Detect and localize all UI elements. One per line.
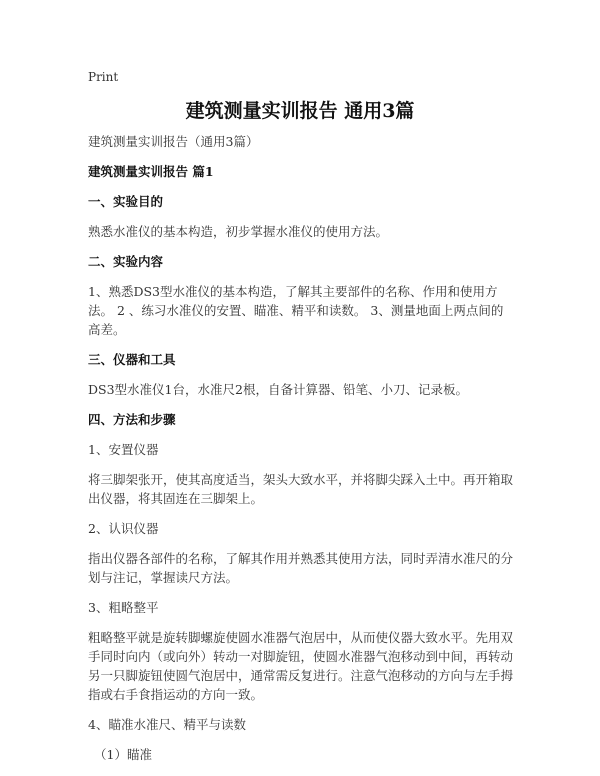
- step-text-setup: 将三脚架张开，使其高度适当，架头大致水平，并将脚尖踩入土中。再开箱取出仪器，将其固连在三脚架上。: [88, 472, 514, 506]
- section-heading-purpose: 一、实验目的: [88, 194, 164, 209]
- subtitle: 建筑测量实训报告（通用3篇）: [88, 134, 259, 149]
- article-heading: 建筑测量实训报告 篇1: [88, 164, 214, 179]
- step-text-leveling: 粗略整平就是旋转脚螺旋使圆水准器气泡居中，从而使仪器大致水平。先用双手同时向内（或向外）转动一对脚旋钮，使圆水准器气泡移动到中间，再转动另一只脚旋钮使圆气泡居中，通常需反复进行。注意气泡移动的方向与左手拇指或右手食指运动的方向一致。: [88, 630, 514, 702]
- step-subtitle-aim: （1）瞄准: [94, 747, 152, 762]
- section-heading-tools: 三、仪器和工具: [88, 352, 176, 367]
- section-text-content: 1、熟悉DS3型水准仪的基本构造，了解其主要部件的名称、作用和使用方法。 2 、练习水准仪的安置、瞄准、精平和读数。 3、测量地面上两点间的高差。: [88, 284, 504, 337]
- step-text-identify: 指出仪器各部件的名称，了解其作用并熟悉其使用方法，同时弄清水准尺的分划与注记，掌握读尺方法。: [88, 551, 514, 585]
- section-text-tools: DS3型水准仪1台，水准尺2根，自备计算器、铅笔、小刀、记录板。: [88, 382, 468, 397]
- section-heading-method: 四、方法和步骤: [88, 412, 176, 427]
- print-link[interactable]: Print: [88, 70, 119, 84]
- step-title-identify: 2、认识仪器: [88, 521, 159, 536]
- section-text-purpose: 熟悉水准仪的基本构造，初步掌握水准仪的使用方法。: [88, 224, 389, 239]
- step-title-setup: 1、安置仪器: [88, 442, 159, 457]
- step-title-reading: 4、瞄准水准尺、精平与读数: [88, 717, 246, 732]
- step-title-leveling: 3、粗略整平: [88, 600, 159, 615]
- section-heading-content: 二、实验内容: [88, 254, 164, 269]
- document-body: [88, 132, 513, 764]
- page-title: 建筑测量实训报告 通用3篇: [185, 100, 415, 122]
